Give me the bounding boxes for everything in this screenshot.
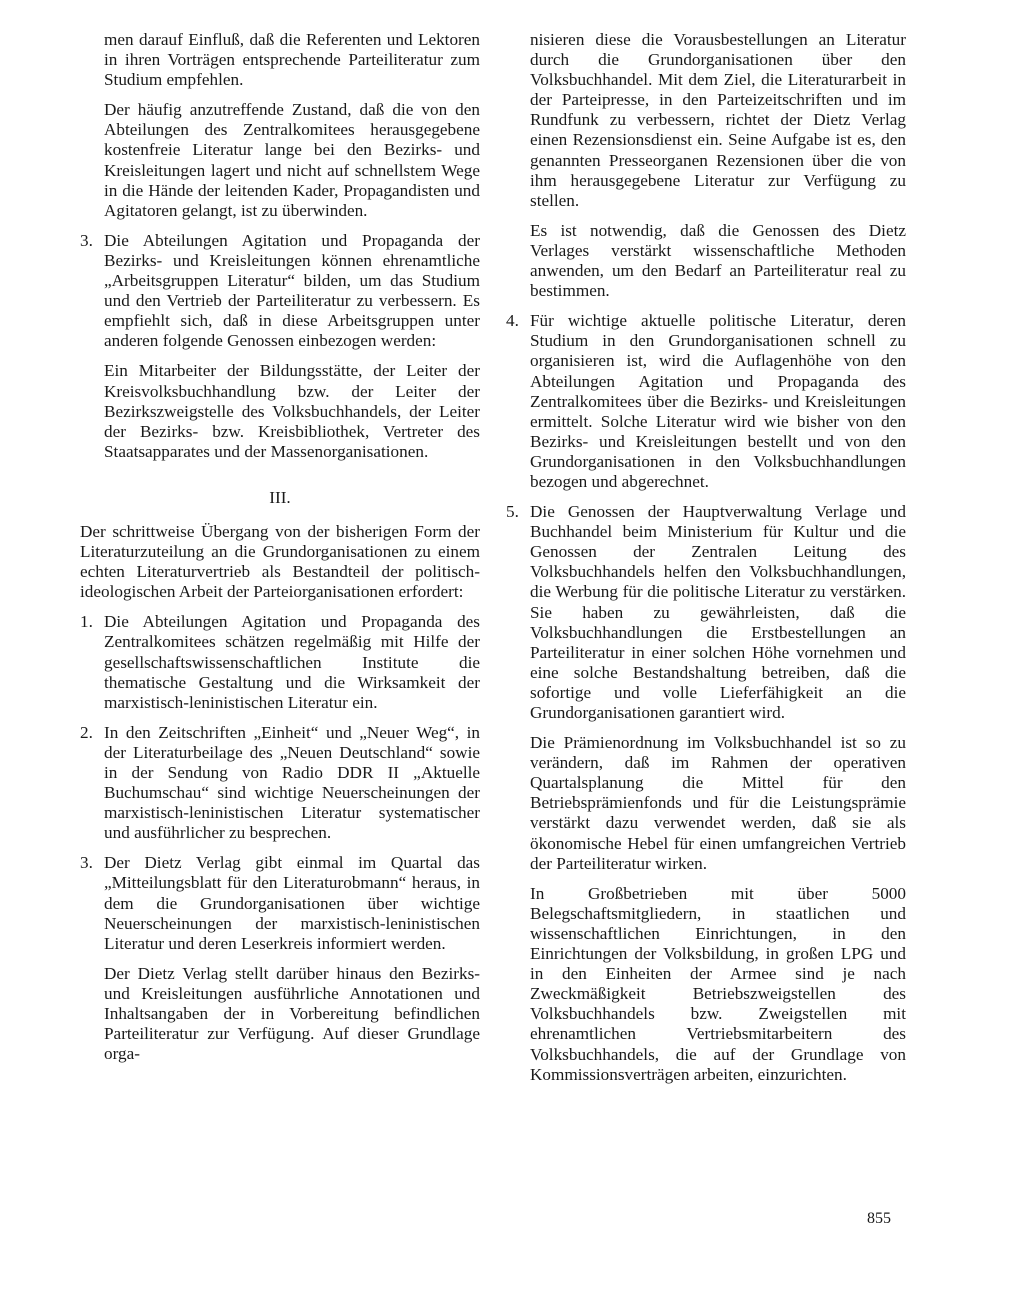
list-number: 3. (80, 853, 93, 873)
list-item-text: Der Dietz Verlag gibt einmal im Quartal das „Mitteilungsblatt für den Literaturobmann“ heraus, in dem die Grundorganisationen über wichtige Neuerscheinungen der marxistisch-leninistischen Literatur und deren Leserkreis informiert werden. (104, 853, 480, 953)
list-item-text: Die Genossen der Hauptverwaltung Verlage und Buchhandel beim Ministerium für Kultur und die Genossen der Zentralen Leitung des Volksbuchhandels helfen den Volksbuchhandlungen, die Werbung für die politische Literatur zu verstärken. Sie haben zu gewährleisten, daß die Volksbuchhandlungen die Erstbestellungen an Parteiliteratur in einer solchen Höhe vornehmen und eine solche Bestandshaltung betreiben, daß die sofortige und volle Lieferfähigkeit an die Grundorganisationen garantiert wird. (530, 502, 906, 722)
list-item-3-newsletter (80, 853, 480, 1064)
list-item-1-assessment (80, 612, 480, 712)
list-number: 3. (80, 230, 93, 250)
list-number: 2. (80, 722, 93, 742)
paragraph-scientific-methods: Es ist notwendig, daß die Genossen des Dietz Verlages verstärkt wissenschaftliche Methoden anwenden, um den Bedarf an Parteiliteratur real zu bestimmen. (530, 220, 906, 301)
list-item-4-print-runs (506, 311, 906, 492)
paragraph-bonus-rules: Die Prämienordnung im Volksbuchhandel ist so zu verändern, daß im Rahmen der operativen Quartalsplanung die Mittel für den Betriebsprämienfonds und für die Leistungsprämie verstärkt dazu verwendet werden, daß sie als ökonomische Hebel für einen umfangreichen Vertrieb der Parteiliteratur wirken. (530, 733, 906, 873)
list-item-5-book-trade (506, 502, 906, 1085)
page-number: 855 (867, 1210, 891, 1227)
paragraph-distribution-state: Der häufig anzutreffende Zustand, daß die von den Abteilungen des Zentralkomitees herausgegebene kostenfreie Literatur lange bei den Bezirks- und Kreisleitungen lagert und nicht auf schnellstem Wege in die Hände der leitenden Kader, Propagandisten und Agitatoren gelangt, ist zu überwinden. (104, 100, 480, 220)
list-number: 4. (506, 311, 519, 331)
paragraph-continuation: nisieren diese die Vorausbestellungen an Literatur durch die Grundorganisationen über den Volksbuchhandel. Mit dem Ziel, die Literaturarbeit in der Parteipresse, in den Parteizeitschriften und im Rundfunk zu verbessern, richtet der Dietz Verlag einen Rezensionsdienst ein. Seine Aufgabe ist es, den genannten Presseorganen Rezensionen über die von ihm herausgegebene Literatur zur Verfügung zu stellen. (530, 30, 906, 210)
list-item-3-working-groups (80, 231, 480, 462)
list-number: 1. (80, 612, 93, 632)
paragraph-large-enterprises: In Großbetrieben mit über 5000 Belegschaftsmitgliedern, in staatlichen und wissenschaftlichen Einrichtungen, in den Einrichtungen der Volksbildung, in großen LPG und in den Einheiten der Armee sind je nach Zweckmäßigkeit Betriebszweigstellen des Volksbuchhandels bzw. Zweigstellen mit ehrenamtlichen Vertriebsmitarbeitern des Volksbuchhandels, die auf der Grundlage von Kommissionsverträgen arbeiten, einzurichten. (530, 883, 906, 1084)
section-heading: III. (269, 487, 291, 507)
list-item-text: Die Abteilungen Agitation und Propaganda des Zentralkomitees schätzen regelmäßig mit Hilfe der gesellschaftswissenschaftlichen Institute die thematische Gestaltung und die Wirksamkeit der marxistisch-leninistischen Literatur ein. (104, 612, 480, 712)
left-column (80, 30, 480, 1074)
list-number: 5. (506, 502, 519, 522)
list-item-text: In den Zeitschriften „Einheit“ und „Neuer Weg“, in der Literaturbeilage des „Neuen Deutschland“ sowie in der Sendung von Radio DDR II „Aktuelle Buchumschau“ sind wichtige Neuerscheinungen der marxistisch-leninistischen Literatur systematischer und ausführlicher zu besprechen. (104, 722, 480, 843)
list-item-continuation: Der Dietz Verlag stellt darüber hinaus den Bezirks- und Kreisleitungen ausführliche Annotationen und Inhaltsangaben der in Vorbereitung befindlichen Parteiliteratur zur Verfügung. Auf dieser Grundlage orga- (104, 963, 480, 1064)
section-intro: Der schrittweise Übergang von der bisherigen Form der Literaturzuteilung an die Grundorganisationen zu einem echten Literaturvertrieb als Bestandteil der politisch-ideologischen Arbeit der Parteiorganisationen erfordert: (80, 521, 480, 602)
paragraph-continuation: men darauf Einfluß, daß die Referenten und Lektoren in ihren Vorträgen entsprechende Parteiliteratur zum Studium empfehlen. (104, 30, 480, 90)
working-group-members: Ein Mitarbeiter der Bildungsstätte, der Leiter der Kreisvolksbuchhandlung bzw. der Leiter der Bezirkszweigstelle des Volksbuchhandels, der Leiter der Bezirks- bzw. Kreisbibliothek, Vertreter des Staatsapparates und der Massenorganisationen. (104, 361, 480, 461)
list-item-text: Für wichtige aktuelle politische Literatur, deren Studium in den Grundorganisationen schnell zu organisieren ist, wird die Auflagenhöhe von den Abteilungen Agitation und Propaganda des Zentralkomitees über die Bezirks- und Kreisleitungen ermittelt. Solche Literatur wird wie bisher von den Bezirks- und Kreisleitungen bestellt und von den Grundorganisationen in den Volksbuchhandlungen bezogen und abgerechnet. (530, 311, 906, 491)
right-column (506, 30, 906, 1095)
list-item-text: Die Abteilungen Agitation und Propaganda der Bezirks- und Kreisleitungen können ehrenamtliche „Arbeitsgruppen Literatur“ bilden, um das Studium und den Vertrieb der Parteiliteratur zu verbessern. Es empfiehlt sich, daß in diese Arbeitsgruppen unter anderen folgende Genossen einbezogen werden: (104, 230, 480, 351)
list-item-2-reviews (80, 723, 480, 844)
